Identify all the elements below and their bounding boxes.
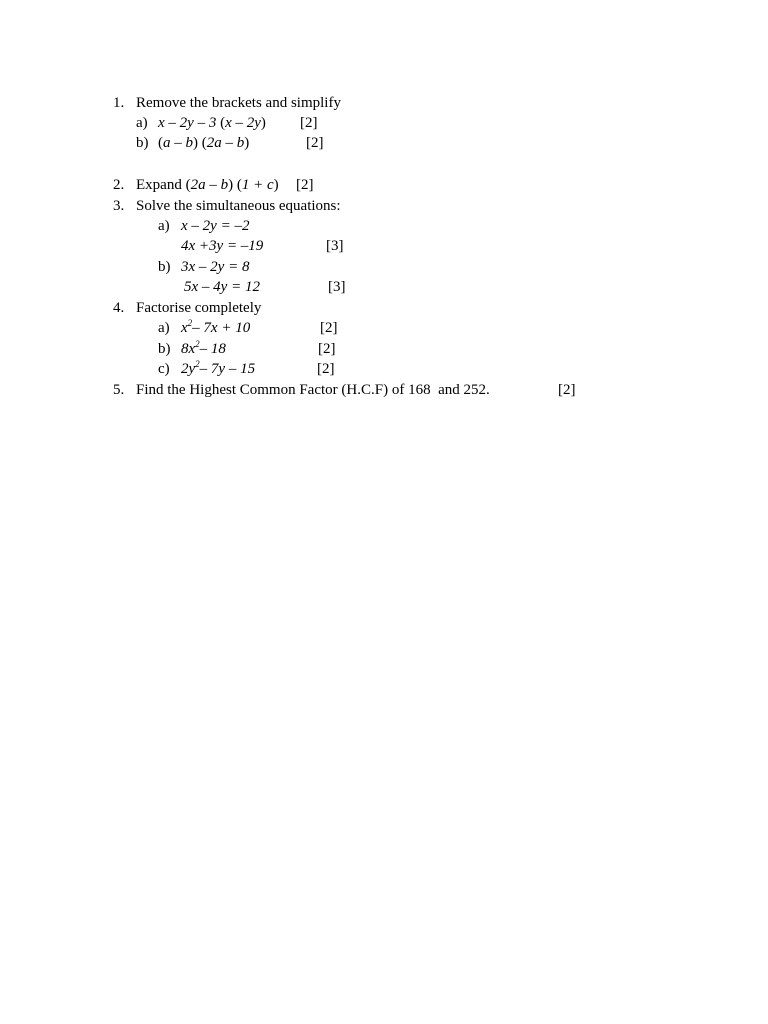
question-4-text: Factorise completely	[136, 300, 262, 316]
question-4a-marks: [2]	[320, 320, 338, 336]
question-3a-marks: [3]	[326, 238, 344, 254]
question-4a-expression: $x^2-$ 7x + 10	[181, 318, 251, 336]
question-2-number: 2.	[113, 177, 125, 193]
question-1a-expression: x – 2y – 3 (x – 2y)	[158, 115, 266, 131]
question-1a-label: a)	[136, 115, 148, 131]
question-4b-expression: $8x^2-$ 18	[181, 339, 226, 357]
question-4b-label: b)	[158, 341, 171, 357]
question-1-number: 1.	[113, 95, 125, 111]
question-2-marks: [2]	[296, 177, 314, 193]
question-3a-label: a)	[158, 218, 170, 234]
question-4b-marks: [2]	[318, 341, 336, 357]
question-3b-marks: [3]	[328, 279, 346, 295]
question-5-text: Find the Highest Common Factor (H.C.F) of 168 and 252.	[136, 382, 490, 398]
question-3b-equation-1: 3x – 2y = 8	[181, 259, 250, 275]
question-5-marks: [2]	[558, 382, 576, 398]
question-4c-marks: [2]	[317, 361, 335, 377]
question-1b-expression: (a – b) (2a – b)	[158, 135, 250, 151]
question-3b-label: b)	[158, 259, 171, 275]
question-4c-label: c)	[158, 361, 170, 377]
question-3b-equation-2: 5x – 4y = 12	[184, 279, 260, 295]
question-3a-equation-1: x – 2y = –2	[181, 218, 250, 234]
question-4-number: 4.	[113, 300, 125, 316]
question-3-number: 3.	[113, 198, 125, 214]
question-3a-equation-2: 4x +3y = –19	[181, 238, 264, 254]
question-2-verb: Expand	[136, 177, 182, 193]
question-1b-label: b)	[136, 135, 149, 151]
question-5-number: 5.	[113, 382, 125, 398]
question-1-text: Remove the brackets and simplify	[136, 95, 341, 111]
question-4c-expression: $2y^2-$ 7y – 15	[181, 359, 256, 377]
question-2-text: Expand (2a – b) (1 + c)	[136, 177, 279, 193]
question-3-text: Solve the simultaneous equations:	[136, 198, 341, 214]
question-1a-marks: [2]	[300, 115, 318, 131]
question-1b-marks: [2]	[306, 135, 324, 151]
question-4a-label: a)	[158, 320, 170, 336]
